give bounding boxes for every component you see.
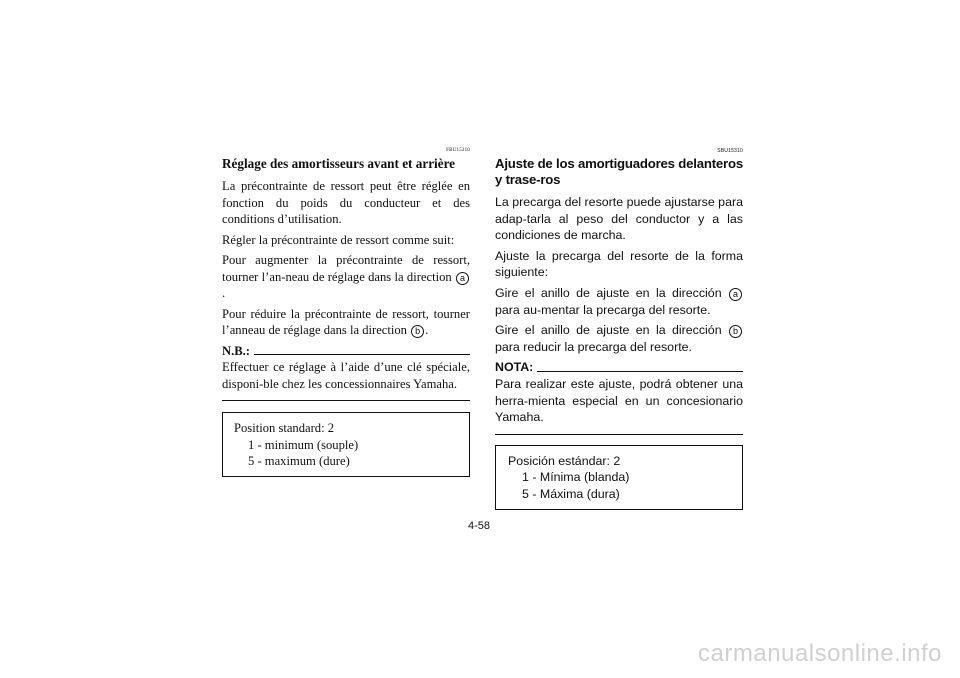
section-code: FBU15310 (446, 148, 470, 153)
paragraph: La précontrainte de ressort peut être réglée en fonction du poids du conducteur et des conditions d’utilisation. (222, 179, 470, 226)
paragraph-text: Pour augmenter la précontrainte de ressort, tourner l’an-neau de réglage dans la direction (222, 253, 470, 284)
paragraph-decrease (222, 306, 470, 339)
paragraph-text: . (222, 286, 226, 300)
note-header (495, 359, 743, 376)
spec-max: 5 - maximum (dure) (248, 454, 350, 468)
paragraph: Ajuste la precarga del resorte de la forma siguiente: (495, 248, 743, 280)
note-rule (537, 371, 743, 372)
spec-title: Posición estándar: 2 (508, 453, 621, 468)
section-heading: Réglage des amortisseurs avant et arrière (222, 156, 456, 171)
section-heading: Ajuste de los amortiguadores delanteros y trase-ros (495, 156, 743, 187)
paragraph-text: Gire el anillo de ajuste en la dirección (495, 285, 722, 300)
spanish-column (495, 148, 743, 510)
spec-min: 1 - minimum (souple) (248, 437, 359, 452)
paragraph-decrease (495, 322, 743, 355)
paragraph-text: Pour réduire la précontrainte de ressort, tourner l’anneau de réglage dans la direction (222, 306, 470, 337)
paragraph-text: para reducir la precarga del resorte. (495, 339, 692, 354)
spec-max: 5 - Máxima (dura) (522, 486, 620, 501)
spec-box (495, 445, 743, 510)
watermark: carmanualsonline.info (698, 640, 942, 667)
paragraph-text: para au-mentar la precarga del resorte. (495, 302, 711, 317)
paragraph: La precarga del resorte puede ajustarse para adap-tarla al peso del conductor y a las condiciones de marcha. (495, 195, 743, 243)
french-column (222, 148, 470, 477)
paragraph-text: . (425, 323, 429, 337)
direction-b-marker: b (729, 325, 742, 338)
paragraph-text: Gire el anillo de ajuste en la dirección (495, 323, 722, 338)
note-end-rule (222, 400, 470, 401)
direction-a-marker: a (456, 272, 469, 285)
spec-title: Position standard: 2 (234, 421, 335, 435)
page-number: 4-58 (468, 520, 491, 532)
paragraph: Régler la précontrainte de ressort comme suit: (222, 232, 455, 247)
direction-a-marker: a (729, 288, 742, 301)
note-rule (254, 354, 470, 355)
note-text: Para realizar este ajuste, podrá obtener una herra-mienta especial en un concesionario Yamaha. (495, 376, 743, 425)
paragraph-increase (495, 285, 743, 318)
note-text: Effectuer ce réglage à l’aide d’une clé spéciale, disponi-ble chez les concessionnaires Yamaha. (222, 360, 470, 391)
spec-min: 1 - Mínima (blanda) (522, 470, 630, 485)
note-end-rule (495, 434, 743, 435)
paragraph-increase (222, 252, 470, 302)
note-label: NOTA: (495, 360, 534, 375)
section-code: SBU15310 (717, 148, 743, 154)
direction-b-marker: b (411, 325, 424, 338)
note-header (222, 343, 470, 360)
note-label: N.B.: (222, 343, 250, 358)
spec-box (222, 412, 470, 477)
